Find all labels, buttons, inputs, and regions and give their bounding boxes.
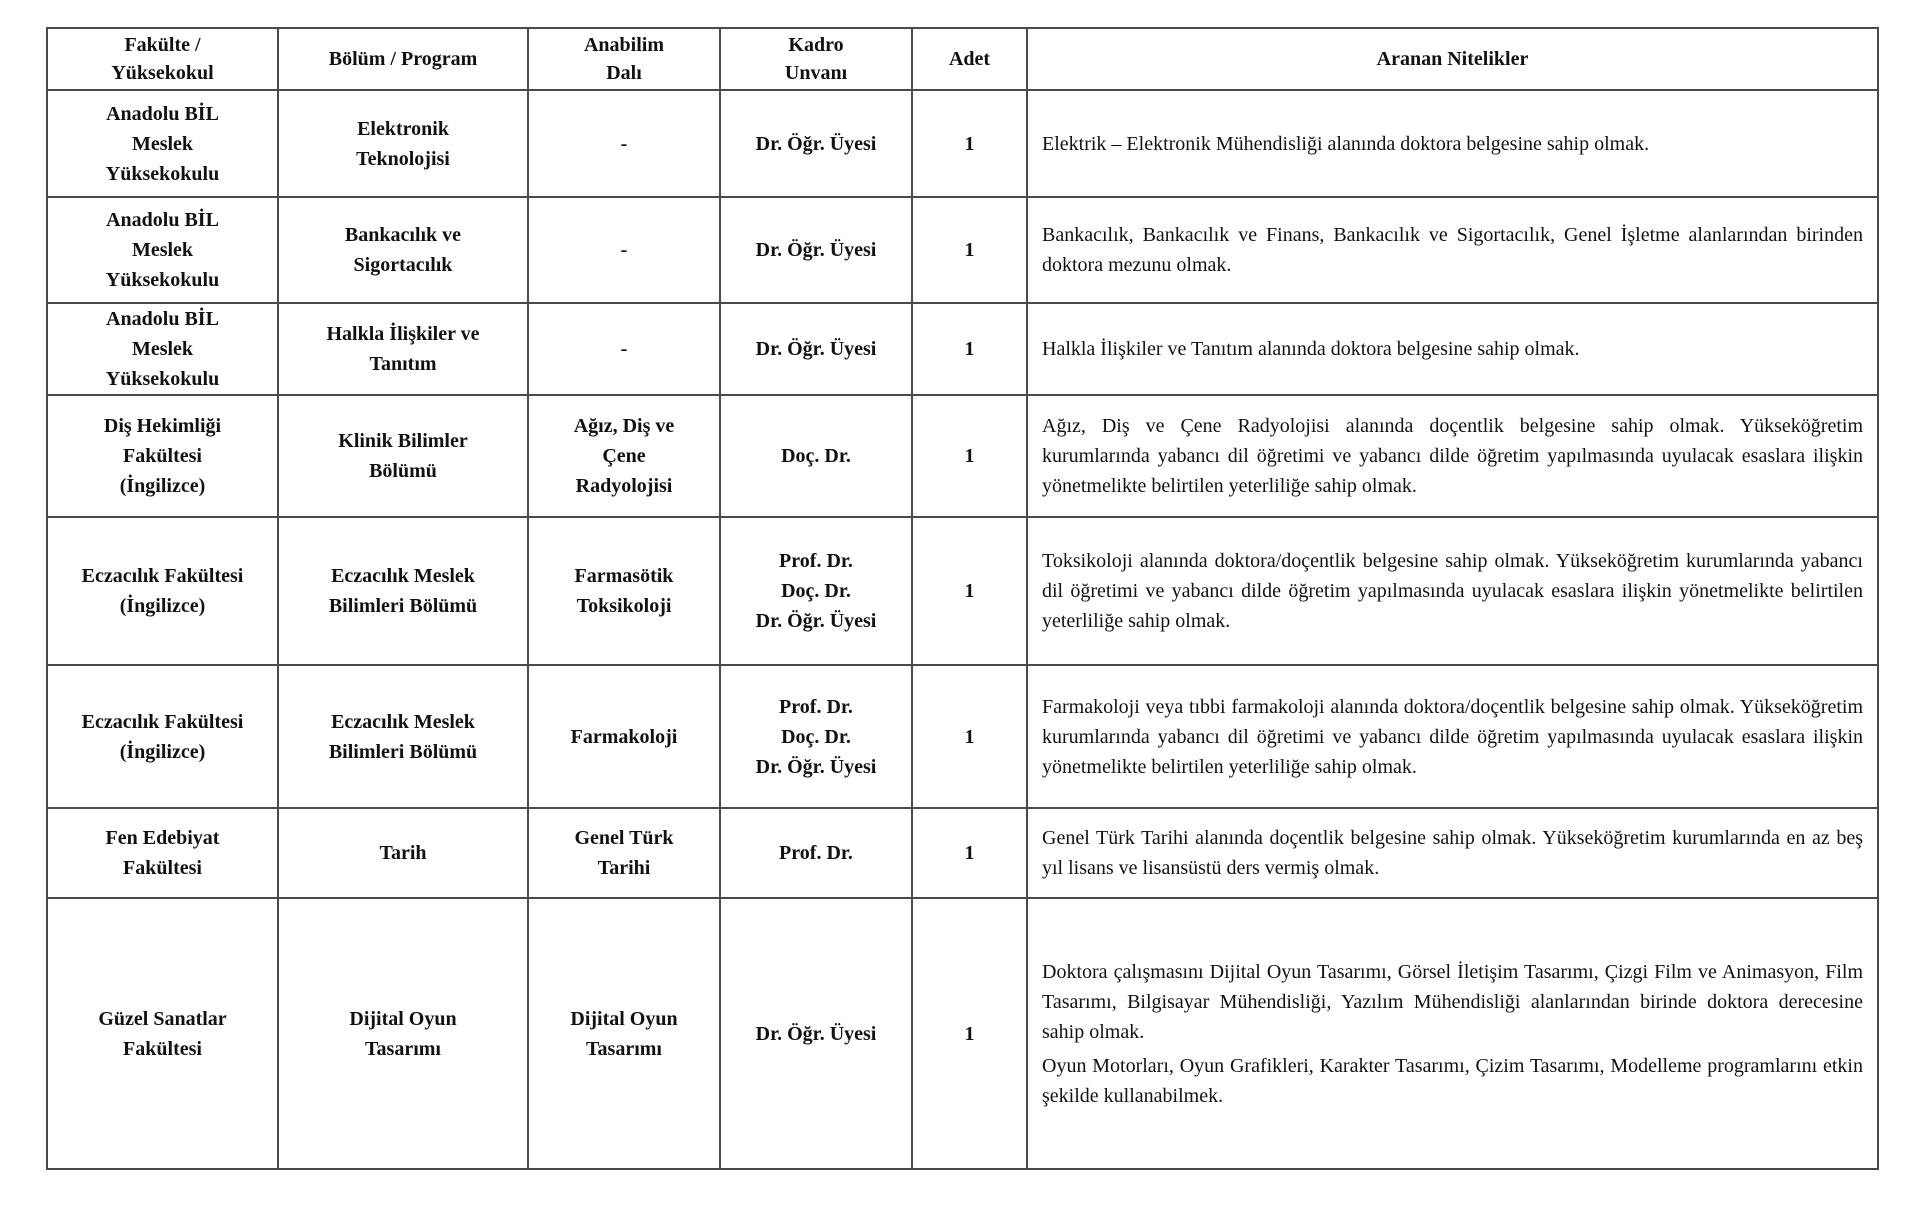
cell-title: Dr. Öğr. Üyesi: [720, 303, 912, 395]
table-row: [47, 90, 1878, 197]
cell-department: Dijital Oyun Tasarımı: [278, 898, 528, 1169]
requirement-paragraph: Doktora çalışmasını Dijital Oyun Tasarımı, Görsel İletişim Tasarımı, Çizgi Film ve Animasyon, Film Tasarımı, Bilgisayar Mühendisliği, Yazılım Mühendisliği alanlarından birinde doktora derecesine sahip olmak.: [1042, 960, 1863, 1043]
cell-requirements: [1027, 395, 1878, 517]
cell-department: Bankacılık ve Sigortacılık: [278, 197, 528, 303]
table-row: [47, 665, 1878, 808]
cell-count: 1: [912, 395, 1027, 517]
requirement-paragraph: Bankacılık, Bankacılık ve Finans, Bankacılık ve Sigortacılık, Genel İşletme alanlarından birinden doktora mezunu olmak.: [1042, 224, 1863, 276]
cell-faculty: Anadolu BİL Meslek Yüksekokulu: [47, 90, 278, 197]
table-row: [47, 517, 1878, 665]
table-row: [47, 303, 1878, 395]
cell-division: -: [528, 303, 720, 395]
cell-title: Prof. Dr.: [720, 808, 912, 898]
requirement-paragraph: Elektrik – Elektronik Mühendisliği alanında doktora belgesine sahip olmak.: [1042, 132, 1650, 155]
cell-faculty: Güzel Sanatlar Fakültesi: [47, 898, 278, 1169]
cell-count: 1: [912, 898, 1027, 1169]
requirement-paragraph: Halkla İlişkiler ve Tanıtım alanında doktora belgesine sahip olmak.: [1042, 338, 1580, 360]
cell-requirements: [1027, 90, 1878, 197]
cell-department: Eczacılık Meslek Bilimleri Bölümü: [278, 665, 528, 808]
table-row: [47, 197, 1878, 303]
header-count: Adet: [912, 28, 1027, 90]
header-faculty: Fakülte / Yüksekokul: [47, 28, 278, 90]
cell-requirements: [1027, 665, 1878, 808]
faculty-positions-table: [46, 27, 1879, 1170]
cell-title: Dr. Öğr. Üyesi: [720, 90, 912, 197]
requirement-paragraph: Toksikoloji alanında doktora/doçentlik belgesine sahip olmak. Yükseköğretim kurumlarında yabancı dil öğretimi ve yabancı dilde öğretim yapılmasında uyulacak esaslara ilişkin yönetmelikte belirtilen yeterliliğe sahip olmak.: [1042, 550, 1863, 632]
table-header-row: [47, 28, 1878, 90]
header-division: Anabilim Dalı: [528, 28, 720, 90]
cell-division: Genel Türk Tarihi: [528, 808, 720, 898]
cell-title: Prof. Dr. Doç. Dr. Dr. Öğr. Üyesi: [720, 665, 912, 808]
requirement-paragraph: Ağız, Diş ve Çene Radyolojisi alanında doçentlik belgesine sahip olmak. Yükseköğretim kurumlarında yabancı dil öğretimi ve yabancı dilde öğretim yapılmasında uyulacak esaslara ilişkin yönetmelikte belirtilen yeterliliğe sahip olmak.: [1042, 415, 1863, 497]
cell-count: 1: [912, 303, 1027, 395]
cell-faculty: Anadolu BİL Meslek Yüksekokulu: [47, 197, 278, 303]
cell-division: -: [528, 197, 720, 303]
header-title: Kadro Unvanı: [720, 28, 912, 90]
cell-title: Dr. Öğr. Üyesi: [720, 898, 912, 1169]
cell-department: Tarih: [278, 808, 528, 898]
cell-count: 1: [912, 90, 1027, 197]
cell-requirements: [1027, 808, 1878, 898]
cell-division: Farmakoloji: [528, 665, 720, 808]
cell-division: -: [528, 90, 720, 197]
cell-count: 1: [912, 808, 1027, 898]
cell-requirements: [1027, 517, 1878, 665]
cell-count: 1: [912, 665, 1027, 808]
cell-department: Eczacılık Meslek Bilimleri Bölümü: [278, 517, 528, 665]
cell-faculty: Anadolu BİL Meslek Yüksekokulu: [47, 303, 278, 395]
cell-faculty: Eczacılık Fakültesi (İngilizce): [47, 665, 278, 808]
requirement-paragraph: Oyun Motorları, Oyun Grafikleri, Karakter Tasarımı, Çizim Tasarımı, Modelleme programlarını etkin şekilde kullanabilmek.: [1042, 1054, 1863, 1107]
cell-title: Dr. Öğr. Üyesi: [720, 197, 912, 303]
table-row: [47, 395, 1878, 517]
cell-division: Dijital Oyun Tasarımı: [528, 898, 720, 1169]
requirement-paragraph: Genel Türk Tarihi alanında doçentlik belgesine sahip olmak. Yükseköğretim kurumlarında en az beş yıl lisans ve lisansüstü ders vermiş olmak.: [1042, 827, 1863, 879]
cell-faculty: Diş Hekimliği Fakültesi (İngilizce): [47, 395, 278, 517]
cell-department: Elektronik Teknolojisi: [278, 90, 528, 197]
cell-department: Klinik Bilimler Bölümü: [278, 395, 528, 517]
header-department: Bölüm / Program: [278, 28, 528, 90]
cell-requirements: [1027, 197, 1878, 303]
cell-division: Farmasötik Toksikoloji: [528, 517, 720, 665]
cell-division: Ağız, Diş ve Çene Radyolojisi: [528, 395, 720, 517]
cell-title: Prof. Dr. Doç. Dr. Dr. Öğr. Üyesi: [720, 517, 912, 665]
cell-title: Doç. Dr.: [720, 395, 912, 517]
cell-faculty: Eczacılık Fakültesi (İngilizce): [47, 517, 278, 665]
cell-faculty: Fen Edebiyat Fakültesi: [47, 808, 278, 898]
table-row: [47, 898, 1878, 1169]
cell-count: 1: [912, 197, 1027, 303]
cell-department: Halkla İlişkiler ve Tanıtım: [278, 303, 528, 395]
table-body: [47, 90, 1878, 1169]
cell-count: 1: [912, 517, 1027, 665]
requirement-paragraph: Farmakoloji veya tıbbi farmakoloji alanında doktora/doçentlik belgesine sahip olmak. Yükseköğretim kurumlarında yabancı dil öğretimi ve yabancı dilde öğretim yapılmasında uyulacak esaslara ilişkin yönetmelikte belirtilen yeterliliğe sahip olmak.: [1042, 695, 1863, 778]
header-requirements: Aranan Nitelikler: [1027, 28, 1878, 90]
cell-requirements: [1027, 303, 1878, 395]
table-row: [47, 808, 1878, 898]
cell-requirements: [1027, 898, 1878, 1169]
